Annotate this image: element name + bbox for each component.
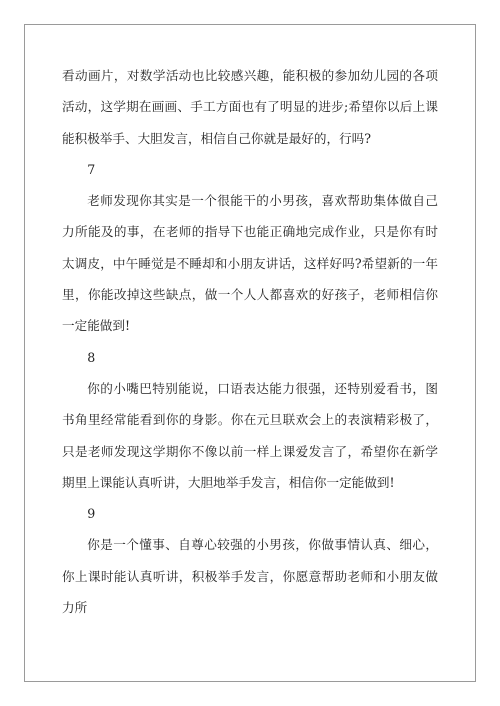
entry-number-7: 7 bbox=[87, 161, 96, 177]
entry-text-8: 你的小嘴巴特别能说，口语表达能力很强，还特别爱看书，图书角里经常能看到你的身影。你在元旦联欢会上的表演精彩极了，只是老师发现这学期你不像以前一样上课爱发言了，希望你在新学期里上课能认真听讲，大胆地举手发言，相信你一定能做到! bbox=[62, 380, 438, 490]
entry-text-7: 老师发现你其实是一个很能干的小男孩，喜欢帮助集体做自己力所能及的事，在老师的指导下也能正确地完成作业，只是你有时太调皮，中午睡觉是不睡却和小朋友讲话，这样好吗?希望新的一年里，你能改掉这些缺点，做一个人人都喜欢的好孩子，老师相信你一定能做到! bbox=[62, 193, 438, 334]
entry-number-8: 8 bbox=[87, 349, 96, 365]
entry-number-9: 9 bbox=[87, 506, 96, 522]
document-body bbox=[62, 60, 438, 623]
paragraph-continued: 看动画片，对数学活动也比较感兴趣，能积极的参加幼儿园的各项活动，这学期在画画、手工方面也有了明显的进步;希望你以后上课能积极举手、大胆发言，相信自己你就是最好的，行吗? bbox=[62, 68, 438, 146]
entry-text-9: 你是一个懂事、自尊心较强的小男孩，你做事情认真、细心，你上课时能认真听讲，积极举手发言，你愿意帮助老师和小朋友做力所 bbox=[62, 537, 438, 616]
